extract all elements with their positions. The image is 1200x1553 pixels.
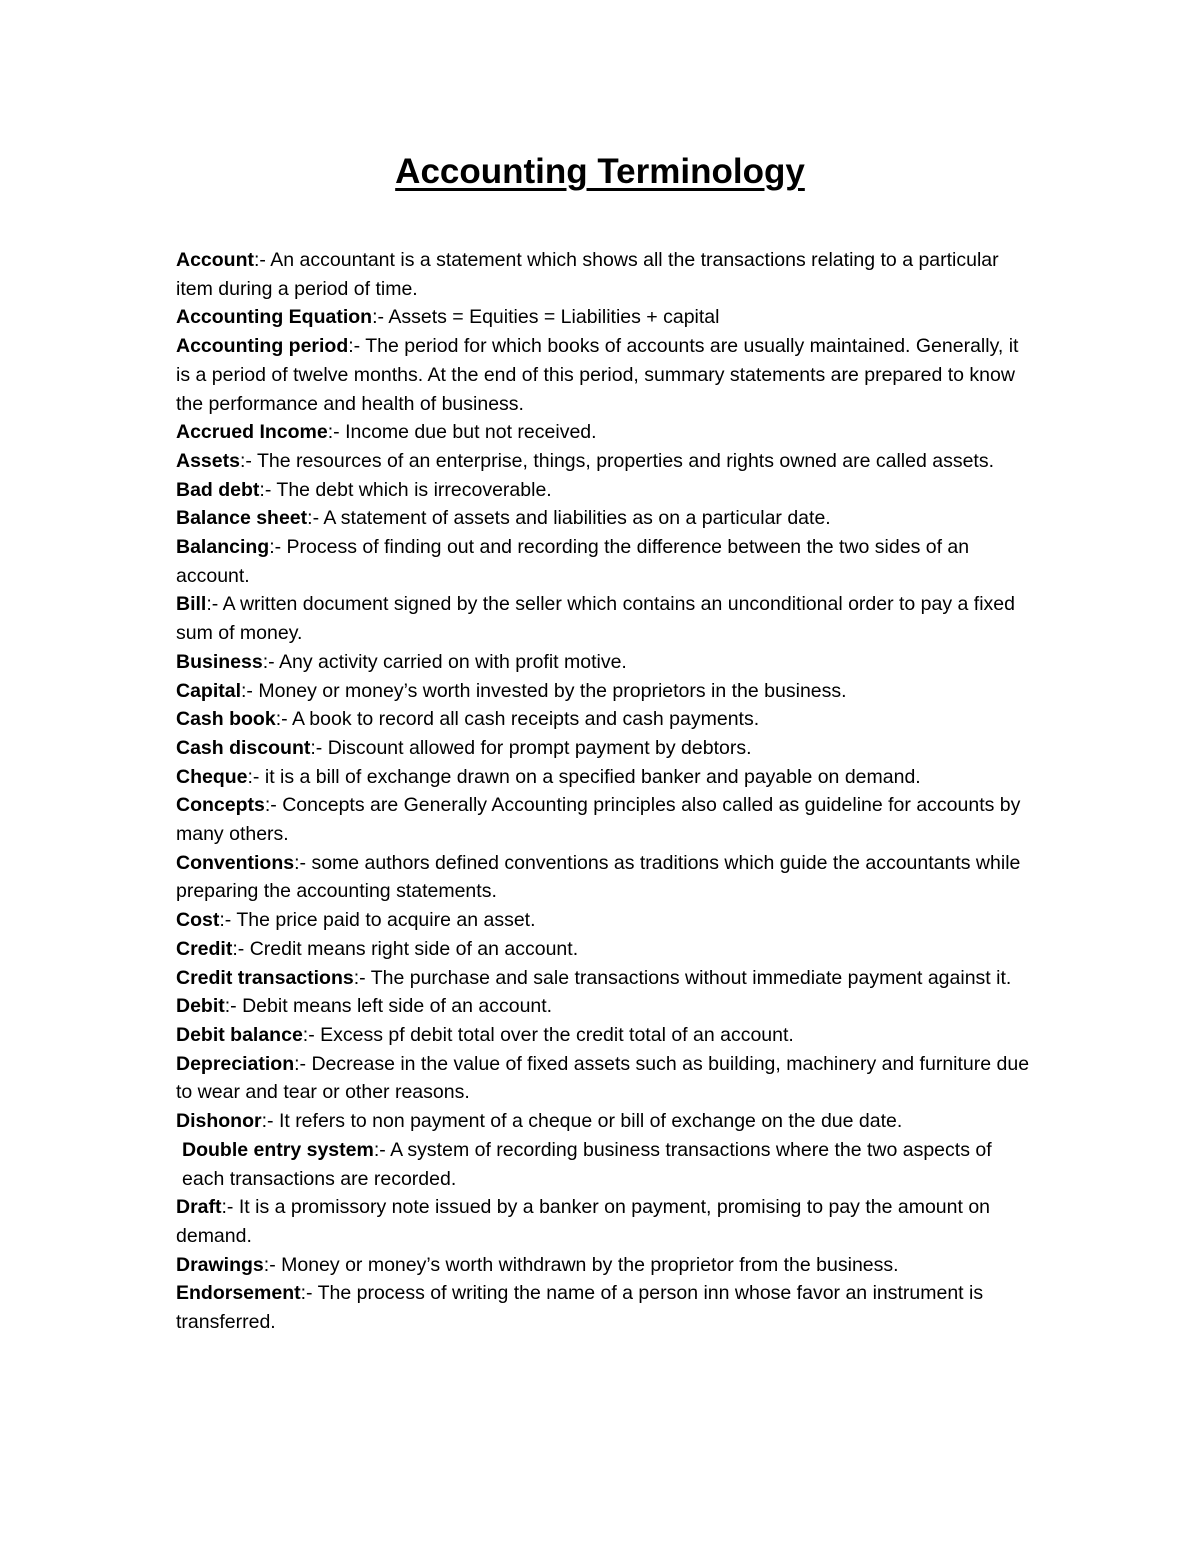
glossary-entry <box>176 791 1036 848</box>
term-separator: :- <box>239 449 257 472</box>
term-name: Business <box>176 650 263 673</box>
term-definition: Any activity carried on with profit motive. <box>278 650 627 673</box>
glossary-entry <box>176 1136 1036 1193</box>
term-name: Cheque <box>176 765 248 788</box>
term-name: Cash book <box>176 708 276 731</box>
term-name: Balance sheet <box>176 507 308 530</box>
term-definition: A written document signed by the seller which contains an unconditional order to pay a fixed sum of money. <box>176 593 1015 645</box>
term-name: Cost <box>176 909 220 932</box>
term-separator: :- <box>327 421 346 444</box>
term-name: Depreciation <box>176 1052 295 1075</box>
term-separator: :- <box>241 679 259 702</box>
term-name: Bill <box>176 593 207 616</box>
term-separator: :- <box>353 966 371 989</box>
term-name: Draft <box>176 1196 222 1219</box>
term-definition: It refers to non payment of a cheque or bill of exchange on the due date. <box>278 1110 903 1133</box>
term-separator: :- <box>275 708 292 731</box>
glossary-entry <box>176 1107 1036 1136</box>
term-name: Accounting Equation <box>176 306 373 329</box>
term-definition: The purchase and sale transactions without immediate payment against it. <box>370 966 1012 989</box>
term-separator: :- <box>269 536 287 559</box>
glossary-entry <box>176 763 1036 792</box>
glossary-entry <box>176 418 1036 447</box>
term-separator: :- <box>224 995 243 1018</box>
term-name: Capital <box>176 679 242 702</box>
term-definition: Discount allowed for prompt payment by debtors. <box>327 736 752 759</box>
term-separator: :- <box>372 306 389 329</box>
term-name: Account <box>176 249 254 271</box>
glossary-entry <box>176 1251 1036 1280</box>
glossary-entry <box>176 992 1036 1021</box>
glossary-entry <box>176 734 1036 763</box>
glossary-entry <box>176 303 1036 332</box>
term-separator: :- <box>294 851 312 874</box>
term-definition: Excess pf debit total over the credit total of an account. <box>320 1023 794 1046</box>
glossary-entry <box>176 1021 1036 1050</box>
glossary-entry <box>176 476 1036 505</box>
term-name: Accrued Income <box>176 421 328 444</box>
term-definition: The period for which books of accounts are usually maintained. Generally, it is a period of twelve months. At the end of this period, summary statements are prepared to know the performance and health of business. <box>176 335 1019 415</box>
term-name: Conventions <box>176 851 295 874</box>
term-definition: Process of finding out and recording the difference between the two sides of an account. <box>176 536 970 587</box>
glossary-entry <box>176 504 1036 533</box>
term-name: Credit <box>176 937 233 960</box>
glossary-entry <box>176 447 1036 476</box>
term-name: Debit balance <box>176 1023 303 1046</box>
term-definition: some authors defined conventions as traditions which guide the accountants while preparing the accounting statements. <box>176 851 1021 903</box>
glossary-entry <box>176 1193 1036 1250</box>
term-separator: :- <box>348 335 366 358</box>
term-separator: :- <box>221 1196 239 1219</box>
glossary-entry <box>176 533 1036 590</box>
term-definition: A system of recording business transactions where the two aspects of each transactions are recorded. <box>182 1138 992 1190</box>
term-definition: The debt which is irrecoverable. <box>276 478 552 501</box>
glossary-entry <box>176 705 1036 734</box>
term-name: Debit <box>176 995 225 1018</box>
term-separator: :- <box>259 478 277 501</box>
glossary-entry <box>176 246 1036 303</box>
term-definition: The resources of an enterprise, things, properties and rights owned are called assets. <box>256 449 995 472</box>
term-definition: A book to record all cash receipts and cash payments. <box>291 708 760 731</box>
term-definition: it is a bill of exchange drawn on a specified banker and payable on demand. <box>264 765 921 788</box>
term-definition: The price paid to acquire an asset. <box>236 909 536 932</box>
term-separator: :- <box>307 507 324 530</box>
glossary-entry <box>176 332 1036 418</box>
term-definition: It is a promissory note issued by a banker on payment, promising to pay the amount on demand. <box>176 1196 991 1247</box>
term-separator: :- <box>206 593 223 616</box>
term-separator: :- <box>232 937 250 960</box>
term-name: Credit transactions <box>176 966 354 989</box>
glossary-entry <box>176 906 1036 935</box>
term-definition: The process of writing the name of a person inn whose favor an instrument is transferred. <box>176 1282 984 1334</box>
term-name: Assets <box>176 449 240 472</box>
glossary-entry <box>176 677 1036 706</box>
terms-list <box>176 246 1036 1337</box>
term-separator: :- <box>219 909 237 932</box>
term-separator: :- <box>262 650 279 673</box>
term-separator: :- <box>264 794 283 817</box>
term-name: Concepts <box>176 794 265 817</box>
term-name: Accounting period <box>176 335 349 358</box>
term-definition: Debit means left side of an account. <box>242 995 553 1018</box>
term-separator: :- <box>300 1282 318 1305</box>
term-separator: :- <box>310 736 328 759</box>
term-definition: A statement of assets and liabilities as on a particular date. <box>323 507 831 530</box>
term-definition: Money or money’s worth withdrawn by the proprietor from the business. <box>281 1253 899 1276</box>
term-name: Cash discount <box>176 736 311 759</box>
term-separator: :- <box>302 1023 321 1046</box>
glossary-entry <box>176 1050 1036 1107</box>
glossary-entry <box>176 1279 1036 1336</box>
page-title: Accounting Terminology <box>395 152 805 191</box>
glossary-entry <box>176 590 1036 647</box>
term-name: Endorsement <box>176 1282 301 1305</box>
glossary-entry <box>176 648 1036 677</box>
term-name: Dishonor <box>176 1110 262 1133</box>
term-separator: :- <box>261 1110 279 1133</box>
term-name: Balancing <box>176 536 270 559</box>
term-definition: Credit means right side of an account. <box>249 937 579 960</box>
glossary-entry <box>176 935 1036 964</box>
term-separator: :- <box>263 1253 282 1276</box>
term-name: Double entry system <box>182 1138 374 1161</box>
term-definition: Assets = Equities = Liabilities + capital <box>388 306 720 329</box>
term-definition: An accountant is a statement which shows all the transactions relating to a particular item during a period of time. <box>176 249 999 300</box>
term-separator: :- <box>373 1138 391 1161</box>
term-definition: Decrease in the value of fixed assets such as building, machinery and furniture due to wear and tear or other reasons. <box>176 1052 1030 1104</box>
term-definition: Concepts are Generally Accounting principles also called as guideline for accounts by many others. <box>176 794 1021 846</box>
glossary-entry <box>176 849 1036 906</box>
term-separator: :- <box>294 1052 312 1075</box>
term-name: Drawings <box>176 1253 264 1276</box>
glossary-entry <box>176 964 1036 993</box>
term-name: Bad debt <box>176 478 260 501</box>
term-separator: :- <box>254 249 271 271</box>
term-definition: Money or money’s worth invested by the proprietors in the business. <box>258 679 847 702</box>
term-separator: :- <box>247 765 265 788</box>
term-definition: Income due but not received. <box>345 421 597 444</box>
